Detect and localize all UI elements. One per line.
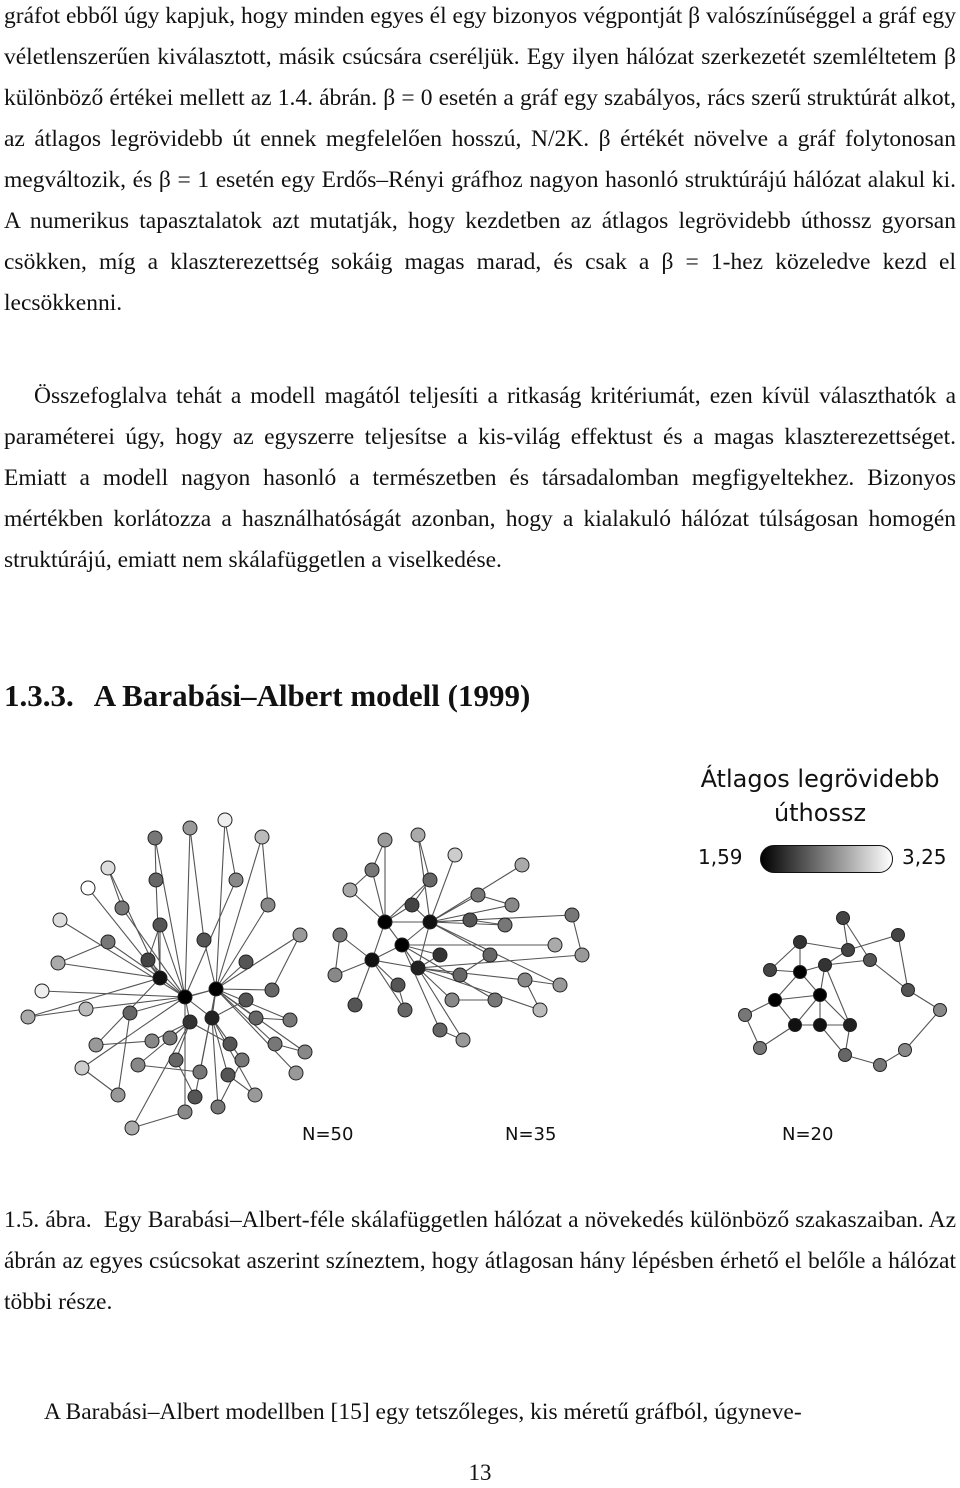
legend-max-label: 3,25 bbox=[902, 845, 947, 869]
legend-min-label: 1,59 bbox=[698, 845, 743, 869]
graph-n50-node bbox=[235, 1053, 249, 1067]
graph-n50-edge bbox=[58, 942, 108, 963]
graph-n50-node bbox=[115, 901, 129, 915]
graph-n50-node bbox=[21, 1010, 35, 1024]
graph-n50-node bbox=[178, 990, 192, 1004]
graph-n50-edge bbox=[225, 820, 236, 880]
graph-n50-node bbox=[148, 831, 162, 845]
graph-n50-node bbox=[221, 1068, 235, 1082]
graph-n20-edge bbox=[800, 942, 848, 950]
graph-n35-node bbox=[411, 961, 425, 975]
graph-n50-node bbox=[125, 1121, 139, 1135]
graph-n50-edge bbox=[216, 905, 268, 989]
graph-n50-edge bbox=[28, 978, 160, 1017]
graph-n20-node bbox=[934, 1004, 947, 1017]
figure-caption bbox=[4, 1200, 956, 1323]
graph-n35-node bbox=[448, 848, 462, 862]
graph-n35-edge bbox=[430, 855, 455, 922]
graph-n50-node bbox=[123, 1006, 137, 1020]
graph-n50-node bbox=[239, 993, 253, 1007]
graph-n35-node bbox=[328, 968, 342, 982]
graph-n20-edge bbox=[905, 1010, 940, 1050]
graph-n50-node bbox=[293, 928, 307, 942]
graph-n50-node bbox=[153, 918, 167, 932]
graph-n35-node bbox=[365, 953, 379, 967]
graph-n35-node bbox=[548, 938, 562, 952]
page-number: 13 bbox=[468, 1460, 492, 1485]
graph-n50-edge bbox=[28, 1009, 86, 1017]
graph-n35-node bbox=[398, 1003, 412, 1017]
graph-n20-node bbox=[842, 944, 855, 957]
graph-n20-node bbox=[754, 1042, 767, 1055]
graph-n35-node bbox=[453, 968, 467, 982]
graph-n35-node bbox=[575, 948, 589, 962]
graph-n35-node bbox=[333, 928, 347, 942]
graph-n35-node bbox=[471, 888, 485, 902]
graph-n20-node bbox=[769, 994, 782, 1007]
graph-n20-node bbox=[899, 1044, 912, 1057]
graph-n35-node bbox=[533, 1003, 547, 1017]
graph-n50-node bbox=[197, 933, 211, 947]
graph-n50-node bbox=[35, 984, 49, 998]
graph-n50-node bbox=[298, 1045, 312, 1059]
caption-number: 1.5. ábra. bbox=[4, 1207, 92, 1233]
graph-n50-node bbox=[111, 1088, 125, 1102]
paragraph-2: Összefoglalva tehát a modell magától teljesíti a ritkaság kritériumát, ezen kívül választhatók a paraméterei úgy, hogy az egyszerre teljesítse a kis-világ effektust és a magas klaszterezettséget. Emiatt a modell nagyon hasonló a természetben és társadalomban megfigyeltekhez. Bizonyos mértékben korlátozza a használhatóságát azonban, hogy a kialakuló hálózat túlságosan homogén struktúrájú, emiatt nem skálafüggetlen a viselkedése. bbox=[4, 383, 956, 573]
graph-n50-node bbox=[223, 1037, 237, 1051]
graph-n35-node bbox=[565, 908, 579, 922]
paragraph-1: gráfot ebből úgy kapjuk, hogy minden egyes él egy bizonyos végpontját β valószínűséggel a gráf egy véletlenszerűen kiválasztott, másik csúcsára cseréljük. Egy ilyen hálózat szerkezetét szemléltetem β különböző értékei mellett az 1.4. ábrán. β = 0 esetén a gráf egy szabályos, rács szerű struktúrát alkot, az átlagos legrövidebb út ennek megfelelően hosszú, N/2K. β értékét növelve a gráf folytonosan megváltozik, és β = 1 esetén egy Erdős–Rényi gráfhoz nagyon hasonló struktúrájú hálózat alakul ki. A numerikus tapasztalatok azt mutatják, hogy kezdetben az átlagos legrövidebb úthossz gyorsan csökken, míg a klaszterezettség sokáig magas marad, és csak a β = 1-hez közeledve kezd el lecsökkenni. bbox=[4, 3, 956, 316]
graph-n50-node bbox=[79, 1002, 93, 1016]
graph-n50-node bbox=[163, 1031, 177, 1045]
graph-n50-edge bbox=[204, 940, 216, 989]
graph-label-n20: N=20 bbox=[782, 1124, 834, 1145]
graph-n35-node bbox=[391, 978, 405, 992]
graph-n50-node bbox=[178, 1105, 192, 1119]
graph-n50-edge bbox=[118, 1013, 130, 1095]
graph-n50-node bbox=[153, 971, 167, 985]
graph-n20-node bbox=[892, 929, 905, 942]
graph-n50-edge bbox=[190, 828, 204, 940]
section-title: A Barabási–Albert modell (1999) bbox=[93, 678, 531, 713]
graph-n20-node bbox=[837, 912, 850, 925]
graph-n35-node bbox=[378, 915, 392, 929]
graph-n50-node bbox=[205, 1011, 219, 1025]
graph-n35-node bbox=[433, 948, 447, 962]
caption-text: Egy Barabási–Albert-féle skálafüggetlen hálózat a növekedés különböző szakaszaiban. Az ábrán az egyes csúcsokat aszerint színeztem, hogy átlagosan hány lépésben érhető el belőle a hálózat többi része. bbox=[4, 1207, 957, 1315]
graph-n35-node bbox=[456, 1033, 470, 1047]
graph-n50-node bbox=[261, 898, 275, 912]
graph-n50-nodes bbox=[21, 813, 312, 1135]
graph-n50-node bbox=[229, 873, 243, 887]
graph-n50-node bbox=[289, 1066, 303, 1080]
section-heading bbox=[4, 678, 530, 714]
graph-n35-node bbox=[423, 915, 437, 929]
graph-n50-edge bbox=[185, 828, 190, 997]
graph-n35-node bbox=[518, 973, 532, 987]
graph-n20-nodes bbox=[739, 912, 947, 1072]
graph-n50-node bbox=[265, 983, 279, 997]
graph-n35-node bbox=[483, 948, 497, 962]
paragraph-3: A Barabási–Albert modellben [15] egy tetszőleges, kis méretű gráfból, úgyneve- bbox=[44, 1399, 802, 1425]
graph-n50-node bbox=[268, 1037, 282, 1051]
graph-n50-edge bbox=[96, 1041, 152, 1045]
graph-n50-edge bbox=[212, 1018, 218, 1107]
graph-n35-node bbox=[553, 978, 567, 992]
graph-n50-edge bbox=[160, 925, 185, 997]
graph-n35-node bbox=[405, 898, 419, 912]
graph-n35-node bbox=[348, 998, 362, 1012]
section-number: 1.3.3. bbox=[4, 678, 74, 713]
graph-n20-node bbox=[794, 966, 807, 979]
graph-n50-node bbox=[141, 953, 155, 967]
graph-n50-node bbox=[183, 1015, 197, 1029]
graph-n50-node bbox=[239, 955, 253, 969]
legend-title: Átlagos legrövidebb úthossz bbox=[700, 765, 940, 827]
graph-n50-edge bbox=[216, 989, 272, 990]
graph-n20-node bbox=[864, 954, 877, 967]
graph-n50-edge bbox=[262, 837, 268, 905]
graph-n20-node bbox=[789, 1019, 802, 1032]
legend-gradient-bar bbox=[760, 845, 893, 873]
graph-n50-node bbox=[283, 1013, 297, 1027]
graph-n50-node bbox=[188, 1090, 202, 1104]
graph-n20-edge bbox=[870, 960, 908, 990]
graph-n50-node bbox=[101, 935, 115, 949]
graph-n50-node bbox=[145, 1034, 159, 1048]
graph-n20-node bbox=[764, 964, 777, 977]
graph-n50-edge bbox=[195, 989, 216, 1097]
graph-n35-node bbox=[488, 993, 502, 1007]
graph-label-n50: N=50 bbox=[302, 1124, 354, 1145]
graph-n35-node bbox=[433, 1023, 447, 1037]
graph-n20-node bbox=[839, 1049, 852, 1062]
graph-n20-node bbox=[844, 1019, 857, 1032]
graph-n50-node bbox=[53, 913, 67, 927]
graph-n20-edge bbox=[898, 935, 908, 990]
graph-n20-node bbox=[814, 989, 827, 1002]
graph-n20-node bbox=[819, 959, 832, 972]
graph-n35-node bbox=[463, 913, 477, 927]
graph-n50-edge bbox=[272, 935, 300, 990]
graph-n35-node bbox=[411, 828, 425, 842]
graph-n35-node bbox=[395, 938, 409, 952]
graph-n35-node bbox=[505, 898, 519, 912]
graph-n50-edge bbox=[138, 1065, 200, 1072]
graph-n50-node bbox=[249, 1011, 263, 1025]
graph-n20-node bbox=[814, 1019, 827, 1032]
graph-n50-edges bbox=[28, 820, 305, 1128]
graph-n50-node bbox=[248, 1088, 262, 1102]
graph-n50-node bbox=[89, 1038, 103, 1052]
graph-n50-edge bbox=[216, 989, 296, 1073]
graph-n35-node bbox=[378, 833, 392, 847]
graph-n35-node bbox=[343, 883, 357, 897]
graph-n20-node bbox=[794, 936, 807, 949]
graph-n35-node bbox=[498, 918, 512, 932]
graph-n50-node bbox=[149, 873, 163, 887]
graph-n20-node bbox=[902, 984, 915, 997]
graph-n50-edge bbox=[218, 1060, 242, 1107]
graph-n50-node bbox=[218, 813, 232, 827]
graph-n20-node bbox=[874, 1059, 887, 1072]
graph-n50-edge bbox=[130, 989, 216, 1013]
graph-n35-node bbox=[365, 863, 379, 877]
graph-n20-node bbox=[739, 1009, 752, 1022]
graph-n35-node bbox=[423, 873, 437, 887]
graph-n50-node bbox=[211, 1100, 225, 1114]
graph-n35-edge bbox=[372, 870, 385, 922]
graph-n50-node bbox=[169, 1053, 183, 1067]
graph-n50-node bbox=[183, 821, 197, 835]
graph-n50-node bbox=[193, 1065, 207, 1079]
graph-n50-node bbox=[75, 1061, 89, 1075]
graph-n50-node bbox=[81, 881, 95, 895]
graph-n20-edge bbox=[825, 965, 850, 1025]
graph-n50-node bbox=[101, 861, 115, 875]
graph-n50-node bbox=[255, 830, 269, 844]
graph-n50-node bbox=[209, 982, 223, 996]
graph-n35-node bbox=[445, 993, 459, 1007]
graph-n50-edge bbox=[216, 935, 300, 989]
graph-n35-node bbox=[515, 858, 529, 872]
graph-n50-node bbox=[51, 956, 65, 970]
graph-label-n35: N=35 bbox=[505, 1124, 557, 1145]
graph-n50-node bbox=[131, 1058, 145, 1072]
